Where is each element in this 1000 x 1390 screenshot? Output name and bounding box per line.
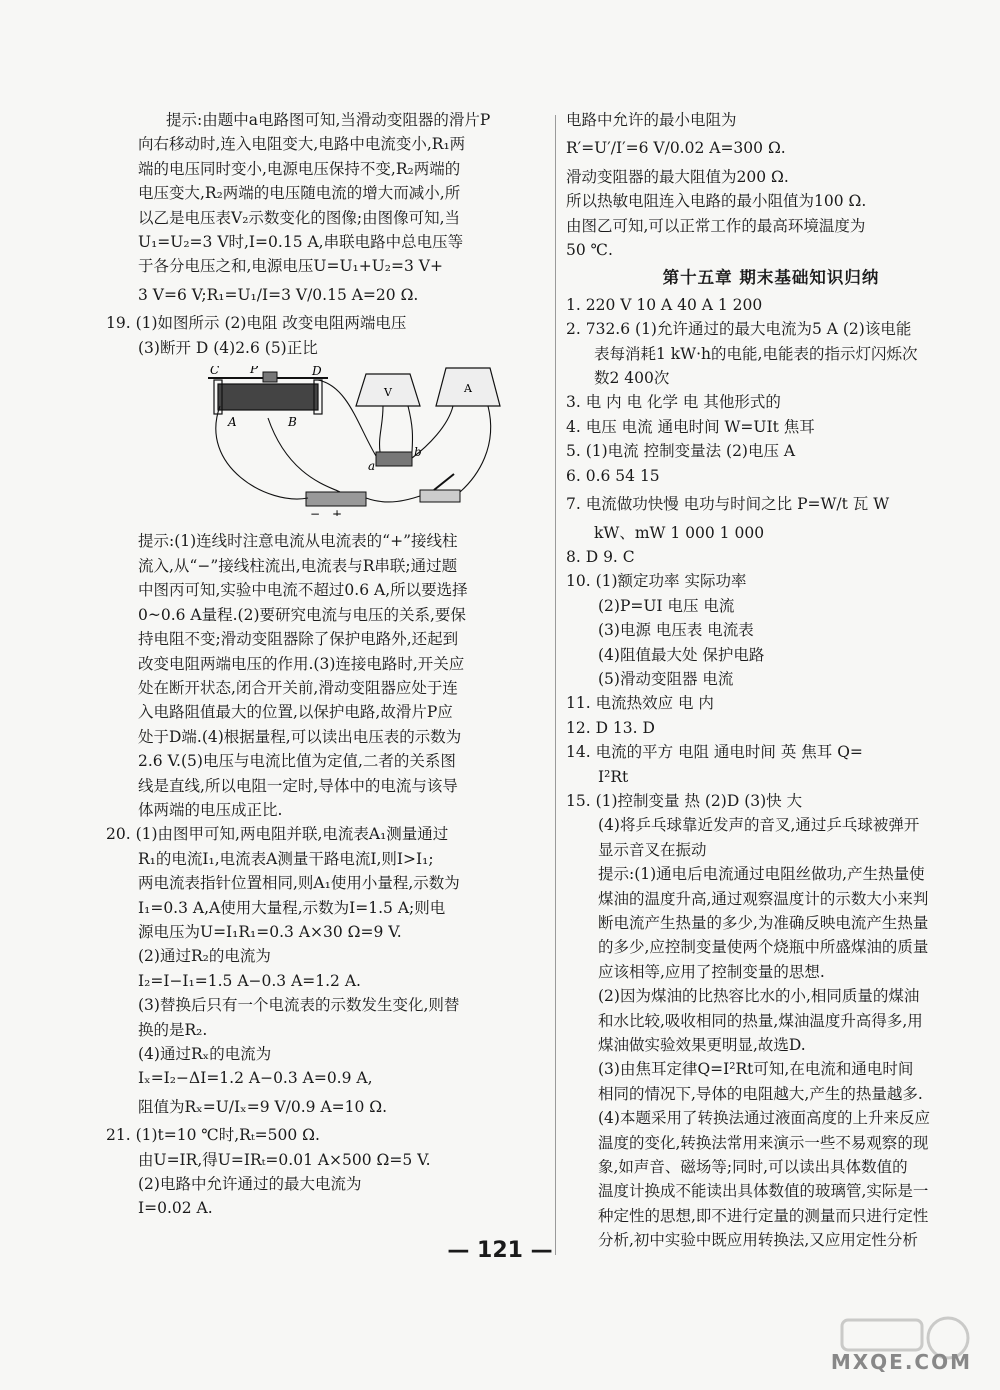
text-line: 处在断开状态,闭合开关前,滑动变阻器应处于连 <box>138 678 458 697</box>
voltmeter-label: V <box>384 386 392 400</box>
answer-11: 11. 电流热效应 电 内 <box>566 694 714 713</box>
text-line: 2.6 V.(5)电压与电流比值为定值,二者的关系图 <box>138 752 456 771</box>
text-line: 提示:(1)通电后电流通过电阻丝做功,产生热量使 <box>598 865 925 884</box>
text-line: 向右移动时,连入电阻变大,电路中电流变小,R₁两 <box>138 135 466 154</box>
text-line: 分析,初中实验中既应用转换法,又应用定性分析 <box>598 1231 918 1250</box>
answer-20: 20. (1)由图甲可知,两电阻并联,电流表A₁测量通过 <box>106 825 449 844</box>
answer-5: 5. (1)电流 控制变量法 (2)电压 A <box>566 442 796 461</box>
text-line: (3)电源 电压表 电流表 <box>598 621 754 640</box>
battery-plus: + <box>332 507 343 517</box>
text-line: 0~0.6 A量程.(2)要研究电流与电压的关系,要保 <box>138 605 466 624</box>
text-line: (3)由焦耳定律Q=I²Rt可知,在电流和通电时间 <box>598 1060 914 1079</box>
text-line: 提示:(1)连线时注意电流从电流表的“+”接线柱 <box>138 532 458 551</box>
right-column <box>566 108 976 1253</box>
text-line: (2)P=UI 电压 电流 <box>598 596 735 615</box>
watermark-text: MXQE.COM <box>830 1350 972 1374</box>
text-line: 两电流表指针位置相同,则A₁使用小量程,示数为 <box>138 874 460 893</box>
text-line: 改变电阻两端电压的作用.(3)连接电路时,开关应 <box>138 654 465 673</box>
rheostat-coil <box>218 384 318 410</box>
battery-minus: − <box>310 507 321 517</box>
text-line: 线是直线,所以电阻一定时,导体中的电流与该导 <box>138 776 458 795</box>
text-line: 持电阻不变;滑动变阻器除了保护电路外,还起到 <box>138 630 459 649</box>
text-line: 由U=IR,得U=IRₜ=0.01 A×500 Ω=5 V. <box>138 1150 431 1169</box>
text-line: Iₓ=I₂−ΔI=1.2 A−0.3 A=0.9 A, <box>138 1069 373 1088</box>
text-line: 电路中允许的最小电阻为 <box>566 111 737 129</box>
label-b-terminal: B <box>288 415 297 430</box>
page-number: — 121 — <box>447 1238 553 1263</box>
label-d: D <box>312 366 322 379</box>
text-line: 的多少,应控制变量使两个烧瓶中所盛煤油的质量 <box>598 938 929 957</box>
battery <box>306 492 366 506</box>
left-column <box>106 108 553 1221</box>
text-line: 换的是R₂. <box>138 1020 208 1039</box>
text-line: (4)本题采用了转换法通过液面高度的上升来反应 <box>598 1109 930 1128</box>
text-line: 体两端的电压成正比. <box>138 800 283 819</box>
label-p: P <box>250 366 259 377</box>
text-line: 入电路阻值最大的位置,以保护电路,故滑片P应 <box>138 703 453 722</box>
text-line: 数2 400次 <box>594 369 670 388</box>
formula-line: 阻值为Rₓ=U/Iₓ=9 V/0.9 A=10 Ω. <box>138 1097 388 1116</box>
text-line: 表每消耗1 kW·h的电能,电能表的指示灯闪烁次 <box>594 344 918 363</box>
text-line: 中图丙可知,实验中电流不超过0.6 A,所以要选择 <box>138 581 468 600</box>
answer-15: 15. (1)控制变量 热 (2)D (3)快 大 <box>566 791 803 810</box>
text-line: 煤油做实验效果更明显,故选D. <box>598 1036 806 1055</box>
text-line: 温度计换成不能读出具体数值的玻璃管,实际是一 <box>598 1182 929 1201</box>
ammeter-label: A <box>464 382 472 396</box>
text-line: 显示音叉在振动 <box>598 840 707 859</box>
text-line: 于各分电压之和,电源电压U=U₁+U₂=3 V+ <box>138 257 443 276</box>
text-line: 煤油的温度升高,通过观察温度计的示数大小来判 <box>598 889 929 908</box>
text-line: 和水比较,吸收相同的热量,煤油温度升高得多,用 <box>598 1011 923 1030</box>
text-line: 种定性的思想,即不进行定量的测量而只进行定性 <box>598 1206 929 1225</box>
answer-7: 7. 电流做功快慢 电功与时间之比 P=W/t 瓦 W <box>566 495 890 514</box>
text-line: (4)阻值最大处 保护电路 <box>598 645 765 664</box>
text-line: 电压变大,R₂两端的电压随电流的增大而减小,所 <box>138 184 461 203</box>
answer-4: 4. 电压 电流 通电时间 W=UIt 焦耳 <box>566 417 815 436</box>
text-line: 应该相等,应用了控制变量的思想. <box>598 962 825 981</box>
text-line: 温度的变化,转换法常用来演示一些不易观察的现 <box>598 1133 929 1152</box>
text-line: (3)断开 D (4)2.6 (5)正比 <box>138 338 318 357</box>
switch <box>420 490 460 502</box>
text-line: 流入,从“−”接线柱流出,电流表与R串联;通过题 <box>138 556 458 575</box>
text-line: 所以热敏电阻连入电路的最小阻值为100 Ω. <box>566 192 867 211</box>
text-line: 相同的情况下,导体的电阻越大,产生的热量越多. <box>598 1084 923 1103</box>
chapter-heading: 第十五章 期末基础知识归纳 <box>662 268 880 288</box>
label-a-terminal: A <box>228 415 237 430</box>
text-line: 断电流产生热量的多少,为准确反映电流产生热量 <box>598 914 929 932</box>
text-line: (4)将乒乓球靠近发声的音叉,通过乒乓球被弹开 <box>598 816 920 835</box>
label-resistor-b: b <box>414 445 422 460</box>
answer-8-9: 8. D 9. C <box>566 547 635 566</box>
answer-6: 6. 0.6 54 15 <box>566 466 660 485</box>
top-scan-smudge <box>380 0 560 12</box>
text-line: (4)通过Rₓ的电流为 <box>138 1045 272 1063</box>
text-line: 处于D端.(4)根据量程,可以读出电压表的示数为 <box>138 727 462 746</box>
text-line: (2)通过R₂的电流为 <box>138 947 271 966</box>
text-line: R₁的电流I₁,电流表A测量干路电流I,则I>I₁; <box>138 849 434 868</box>
label-c: C <box>210 366 220 378</box>
answer-19: 19. (1)如图所示 (2)电阻 改变电阻两端电压 <box>106 314 407 333</box>
text-line: (2)因为煤油的比热容比水的小,相同质量的煤油 <box>598 987 920 1006</box>
answer-10: 10. (1)额定功率 实际功率 <box>566 572 747 591</box>
text-line: I=0.02 A. <box>138 1199 213 1218</box>
answer-14: 14. 电流的平方 电阻 通电时间 英 焦耳 Q= <box>566 743 863 762</box>
answer-2: 2. 732.6 (1)允许通过的最大电流为5 A (2)该电能 <box>566 320 912 339</box>
text-line: 以乙是电压表V₂示数变化的图像;由图像可知,当 <box>138 208 461 227</box>
text-line: I₂=I−I₁=1.5 A−0.3 A=1.2 A. <box>138 971 361 990</box>
text-line: (2)电路中允许通过的最大电流为 <box>138 1175 362 1194</box>
text-line: 象,如声音、磁场等;同时,可以读出具体数值的 <box>598 1158 908 1177</box>
label-resistor-a: a <box>368 459 376 474</box>
answer-12-13: 12. D 13. D <box>566 718 655 737</box>
answer-3: 3. 电 内 电 化学 电 其他形式的 <box>566 393 781 412</box>
circuit-diagram <box>208 366 508 516</box>
formula-line: 3 V=6 V;R₁=U₁/I=3 V/0.15 A=20 Ω. <box>138 285 419 304</box>
text-line: 源电压为U=I₁R₁=0.3 A×30 Ω=9 V. <box>138 922 402 941</box>
text-line: (3)替换后只有一个电流表的示数发生变化,则替 <box>138 996 460 1015</box>
text-line: I²Rt <box>598 767 629 786</box>
rheostat-slider <box>263 372 277 382</box>
text-line: 滑动变阻器的最大阻值为200 Ω. <box>566 167 789 186</box>
text-line: 50 ℃. <box>566 241 613 260</box>
answer-1: 1. 220 V 10 A 40 A 1 200 <box>566 295 763 314</box>
formula-line: R′=U′/I′=6 V/0.02 A=300 Ω. <box>566 139 786 158</box>
answer-21: 21. (1)t=10 ℃时,Rₜ=500 Ω. <box>106 1126 320 1145</box>
text-line: I₁=0.3 A,A使用大量程,示数为I=1.5 A;则电 <box>138 898 446 917</box>
text-line: (5)滑动变阻器 电流 <box>598 669 734 688</box>
text-line: 提示:由题中a电路图可知,当滑动变阻器的滑片P <box>166 111 491 129</box>
text-line: U₁=U₂=3 V时,I=0.15 A,串联电路中总电压等 <box>138 233 464 252</box>
text-line: 端的电压同时变小,电源电压保持不变,R₂两端的 <box>138 159 461 178</box>
fixed-resistor <box>376 452 412 466</box>
column-divider <box>555 115 556 1255</box>
text-line: kW、mW 1 000 1 000 <box>594 523 765 542</box>
text-line: 由图乙可知,可以正常工作的最高环境温度为 <box>566 216 866 235</box>
